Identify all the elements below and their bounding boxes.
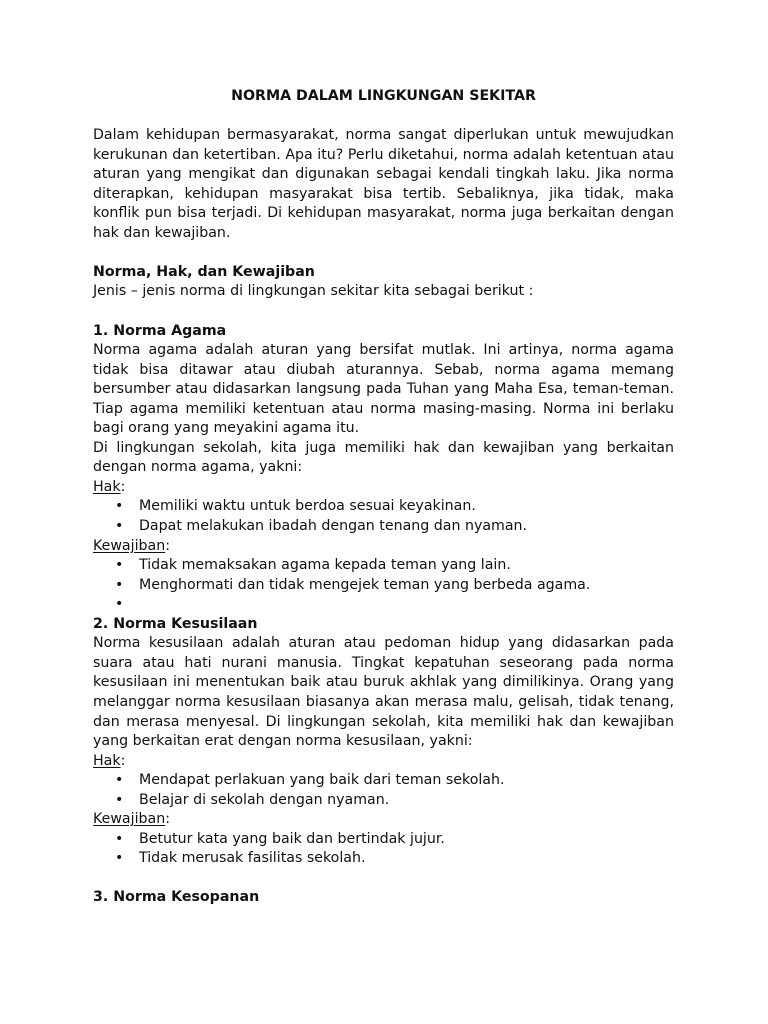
kesopanan-heading: 3. Norma Kesopanan [93,889,260,906]
list-item: • Memiliki waktu untuk berdoa sesuai keyakinan. [93,497,674,517]
kesusilaan-heading: 2. Norma Kesusilaan [93,615,258,632]
list-item: • Menghormati dan tidak mengejek teman yang berbeda agama. [93,576,674,596]
agama-paragraph-2: Di lingkungan sekolah, kita juga memiliki hak dan kewajiban yang berkaitan dengan norma agama, yakni: [93,439,674,476]
blank-line [93,107,674,127]
agama-heading: 1. Norma Agama [93,322,227,339]
kesusilaan-kewajiban-label: Kewajiban: [93,811,170,828]
blank-line [93,302,674,322]
document-body [93,87,674,908]
blank-line [93,869,674,889]
kesusilaan-kewajiban-list [93,830,674,869]
kesusilaan-paragraph: Norma kesusilaan adalah aturan atau pedoman hidup yang didasarkan pada suara atau hati nurani manusia. Tingkat kepatuhan seseorang pada norma kesusilaan ini menentukan baik atau buruk akhlak yang dimilikinya. Orang yang melanggar norma kesusilaan biasanya akan merasa malu, gelisah, tidak tenang, dan merasa menyesal. Di lingkungan sekolah, kita memiliki hak dan kewajiban yang berkaitan erat dengan norma kesusilaan, yakni: [93,635,674,750]
agama-paragraph: Norma agama adalah aturan yang bersifat mutlak. Ini artinya, norma agama tidak bisa ditawar atau diubah aturannya. Sebab, norma agama memang bersumber atau didasarkan langsung pada Tuhan yang Maha Esa, teman-teman. Tiap agama memiliki ketentuan atau norma masing-masing. Norma ini berlaku bagi orang yang meyakini agama itu. [93,342,674,437]
list-item: • Dapat melakukan ibadah dengan tenang dan nyaman. [93,517,674,537]
blank-line [93,243,674,263]
list-item: • Tidak merusak fasilitas sekolah. [93,849,674,869]
kesusilaan-hak-list [93,771,674,810]
section-heading: Norma, Hak, dan Kewajiban [93,263,315,280]
kesusilaan-kewajiban-label-text: Kewajiban [93,811,166,828]
agama-hak-label: Hak: [93,478,126,495]
agama-hak-label-text: Hak [93,478,121,495]
list-item: • Belajar di sekolah dengan nyaman. [93,791,674,811]
section-intro: Jenis – jenis norma di lingkungan sekitar kita sebagai berikut : [93,283,534,300]
document-title: NORMA DALAM LINGKUNGAN SEKITAR [231,88,536,104]
kesusilaan-hak-label: Hak: [93,752,126,769]
agama-kewajiban-list [93,556,674,615]
list-item: • Mendapat perlakuan yang baik dari teman sekolah. [93,771,674,791]
list-item [93,595,674,615]
agama-kewajiban-label: Kewajiban: [93,537,170,554]
agama-hak-list [93,497,674,536]
intro-paragraph: Dalam kehidupan bermasyarakat, norma sangat diperlukan untuk mewujudkan kerukunan dan ketertiban. Apa itu? Perlu diketahui, norma adalah ketentuan atau aturan yang mengikat dan digunakan sebagai kendali tingkah laku. Jika norma diterapkan, kehidupan masyarakat bisa tertib. Sebaliknya, jika tidak, maka konflik pun bisa terjadi. Di kehidupan masyarakat, norma juga berkaitan dengan hak dan kewajiban. [93,127,674,241]
list-item: • Betutur kata yang baik dan bertindak jujur. [93,830,674,850]
agama-kewajiban-label-text: Kewajiban [93,537,166,554]
list-item: • Tidak memaksakan agama kepada teman yang lain. [93,556,674,576]
kesusilaan-hak-label-text: Hak [93,752,121,769]
